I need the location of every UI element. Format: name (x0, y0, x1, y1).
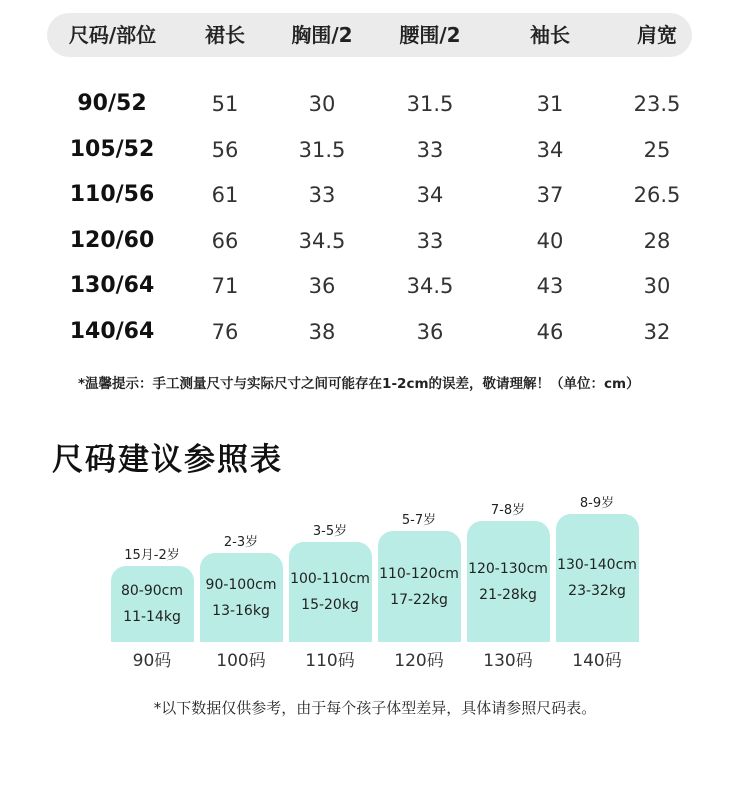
weight-range: 11-14kg (123, 609, 181, 625)
size-label: 110码 (305, 651, 355, 671)
cell-chest: 38 (308, 320, 336, 344)
table-row (0, 172, 750, 218)
age-label: 2-3岁 (223, 535, 259, 550)
cell-size: 130/64 (69, 273, 155, 298)
weight-range: 13-16kg (212, 602, 270, 619)
cell-size: 120/60 (69, 228, 155, 253)
cell-dress-length: 61 (211, 183, 239, 207)
cell-waist: 33 (416, 138, 444, 162)
height-range: 90-100cm (205, 576, 277, 593)
height-range: 110-120cm (379, 565, 459, 582)
cell-dress-length: 51 (211, 92, 239, 116)
size-label: 120码 (394, 651, 444, 671)
size-label: 100码 (216, 651, 266, 671)
cell-sleeve: 34 (536, 138, 564, 162)
cell-waist: 36 (416, 320, 444, 344)
cell-size: 90/52 (77, 91, 147, 116)
age-label: 3-5岁 (312, 524, 348, 539)
cell-shoulder: 26.5 (633, 183, 681, 207)
table-row (0, 81, 750, 127)
header-chest: 胸围/2 (291, 23, 353, 47)
age-label: 7-8岁 (490, 503, 526, 518)
size-label: 130码 (483, 651, 533, 671)
cell-waist: 33 (416, 229, 444, 253)
cell-sleeve: 40 (536, 229, 564, 253)
measurement-note: *温馨提示：手工测量尺寸与实际尺寸之间可能存在1-2cm的误差，敬请理解！（单位：cm） (78, 376, 640, 392)
cell-shoulder: 25 (643, 138, 671, 162)
cell-chest: 30 (308, 92, 336, 116)
cell-shoulder: 23.5 (633, 92, 681, 116)
cell-size: 140/64 (69, 319, 155, 344)
cell-size: 110/56 (69, 182, 155, 207)
table-row (0, 127, 750, 173)
table-row (0, 218, 750, 264)
header-size: 尺码/部位 (68, 23, 157, 47)
size-label: 90码 (132, 651, 172, 671)
header-waist: 腰围/2 (399, 23, 461, 47)
age-label: 15月-2岁 (124, 548, 180, 563)
height-range: 100-110cm (290, 571, 370, 587)
cell-dress-length: 76 (211, 320, 239, 344)
table-row (0, 309, 750, 355)
age-label: 8-9岁 (579, 496, 615, 511)
size-bar (111, 566, 194, 642)
header-dress-length: 裙长 (205, 23, 245, 47)
size-bar (200, 553, 283, 642)
height-range: 120-130cm (468, 560, 548, 577)
size-bar (467, 521, 550, 642)
cell-sleeve: 37 (536, 183, 564, 207)
weight-range: 23-32kg (568, 583, 626, 599)
cell-waist: 34.5 (406, 274, 454, 298)
cell-shoulder: 32 (643, 320, 671, 344)
cell-dress-length: 71 (211, 274, 239, 298)
size-bar (378, 531, 461, 642)
weight-range: 17-22kg (390, 591, 448, 608)
weight-range: 15-20kg (301, 597, 359, 613)
weight-range: 21-28kg (479, 586, 537, 603)
cell-chest: 34.5 (298, 229, 346, 253)
cell-shoulder: 28 (643, 229, 671, 253)
size-bar (289, 542, 372, 642)
height-range: 130-140cm (557, 557, 637, 573)
cell-sleeve: 43 (536, 274, 564, 298)
cell-waist: 31.5 (406, 92, 454, 116)
header-sleeve: 袖长 (530, 23, 570, 47)
cell-sleeve: 31 (536, 92, 564, 116)
section-title: 尺码建议参照表 (52, 442, 283, 478)
size-bar (556, 514, 639, 642)
age-label: 5-7岁 (401, 513, 437, 528)
size-label: 140码 (572, 651, 622, 671)
header-shoulder: 肩宽 (637, 23, 677, 47)
cell-sleeve: 46 (536, 320, 564, 344)
cell-size: 105/52 (69, 137, 155, 162)
cell-dress-length: 56 (211, 138, 239, 162)
cell-waist: 34 (416, 183, 444, 207)
reference-note: *以下数据仅供参考，由于每个孩子体型差异，具体请参照尺码表。 (153, 699, 597, 717)
cell-chest: 33 (308, 183, 336, 207)
cell-chest: 36 (308, 274, 336, 298)
cell-shoulder: 30 (643, 274, 671, 298)
cell-chest: 31.5 (298, 138, 346, 162)
cell-dress-length: 66 (211, 229, 239, 253)
table-row (0, 263, 750, 309)
height-range: 80-90cm (120, 583, 183, 599)
